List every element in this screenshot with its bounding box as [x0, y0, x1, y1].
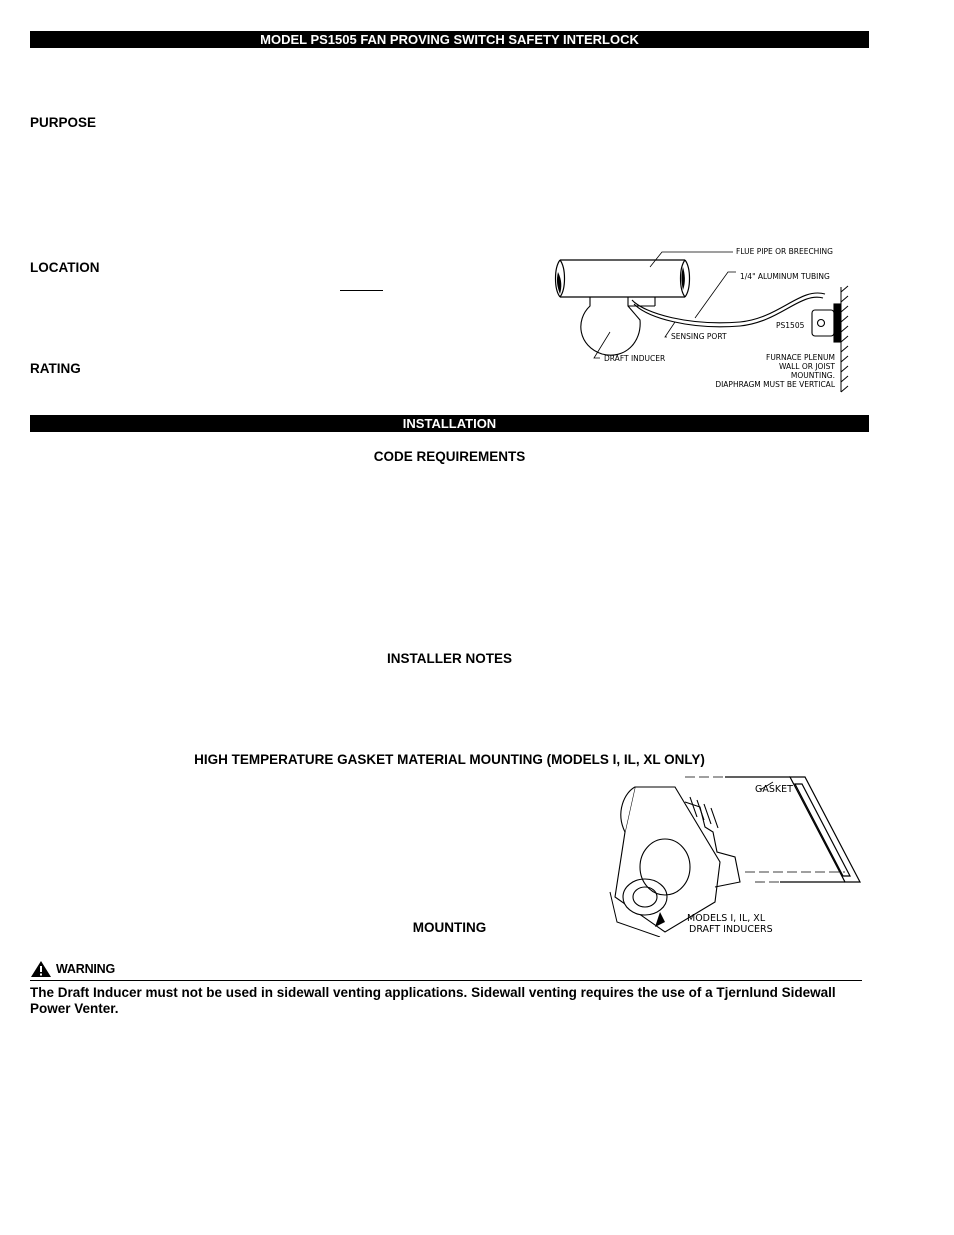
gasket-label: GASKET [755, 784, 793, 795]
plenum-label-2: WALL OR JOIST [778, 362, 835, 371]
page-title: MODEL PS1505 FAN PROVING SWITCH SAFETY INTERLOCK [260, 32, 639, 47]
gasket-mounting-diagram [605, 772, 867, 937]
plenum-label-3: MOUNTING. [790, 371, 835, 380]
plenum-label-1: FURNACE PLENUM [766, 353, 835, 362]
rating-heading: RATING [30, 361, 81, 376]
tubing-label: 1/4" ALUMINUM TUBING [740, 272, 830, 281]
ps1505-label: PS1505 [776, 321, 805, 330]
warning-icon [30, 960, 52, 978]
flue-pipe-drawing [556, 260, 690, 297]
models-label-2: DRAFT INDUCERS [689, 924, 773, 935]
plenum-label-4: DIAPHRAGM MUST BE VERTICAL [715, 380, 835, 389]
warning-header [30, 958, 862, 981]
models-label-1: MODELS I, IL, XL [687, 913, 766, 924]
mounting-heading: MOUNTING [412, 920, 487, 935]
gasket-mounting-heading: HIGH TEMPERATURE GASKET MATERIAL MOUNTING (MODELS I, IL, XL ONLY) [194, 752, 705, 767]
purpose-heading: PURPOSE [30, 115, 97, 130]
page-title-bar [30, 31, 869, 48]
draft-inducer-label: DRAFT INDUCER [604, 354, 666, 363]
warning-text: The Draft Inducer must not be used in sidewall venting applications. Sidewall venting requires the use of a Tjernlund Sidewall Power Venter. [30, 985, 836, 1016]
ps1505-switch-drawing [812, 304, 840, 342]
plenum-wall-drawing [841, 286, 848, 392]
location-heading: LOCATION [30, 260, 100, 275]
sensing-port-label: SENSING PORT [671, 332, 727, 341]
flue-pipe-label: FLUE PIPE OR BREECHING [736, 247, 833, 256]
switch-installation-diagram [550, 242, 855, 397]
code-requirements-heading: CODE REQUIREMENTS [373, 449, 526, 464]
installation-bar [30, 415, 869, 432]
underline-rule [340, 290, 383, 291]
installation-title: INSTALLATION [402, 416, 497, 431]
leader-lines [594, 252, 736, 358]
installer-notes-heading: INSTALLER NOTES [386, 651, 512, 666]
warning-label: WARNING [56, 962, 116, 976]
draft-inducer-body [615, 787, 740, 932]
